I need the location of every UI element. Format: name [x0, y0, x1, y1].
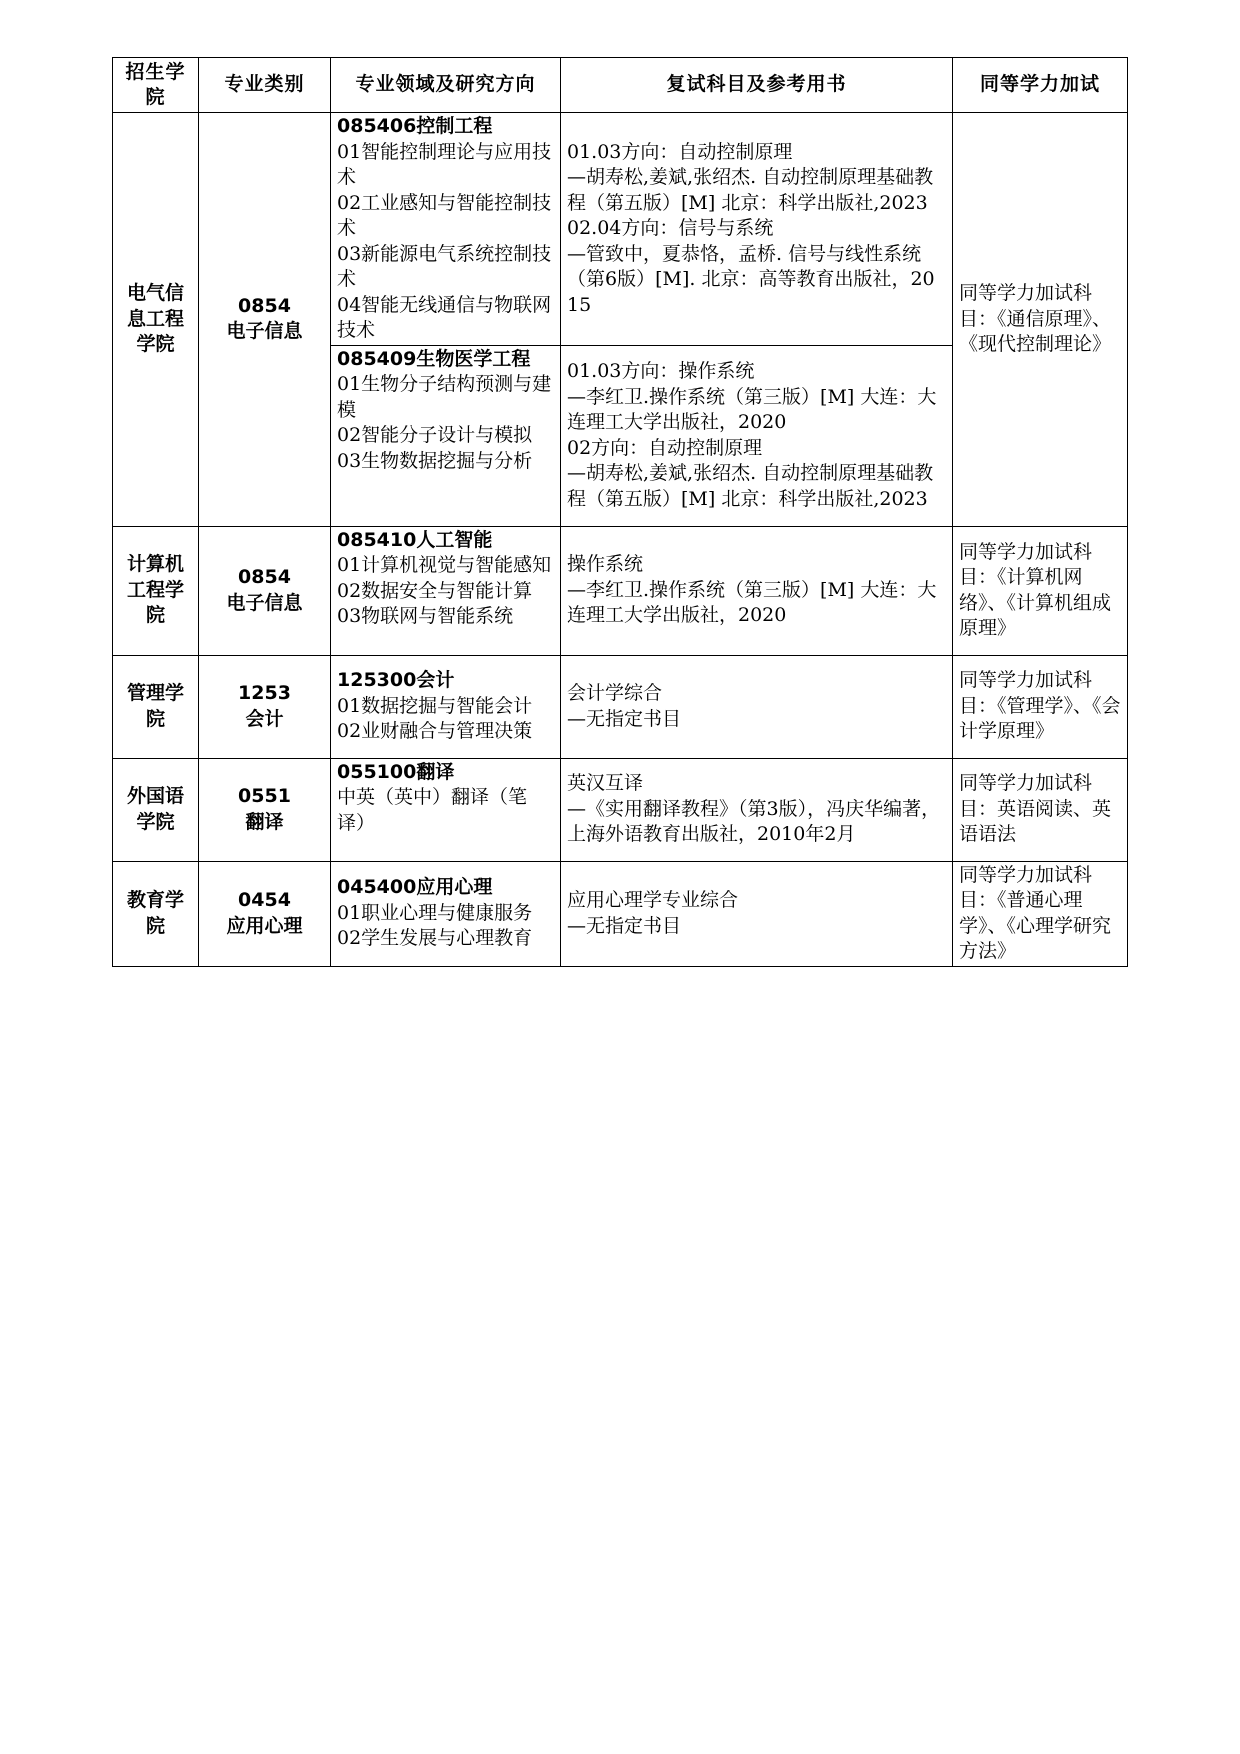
exam-line: —胡寿松,姜斌,张绍杰. 自动控制原理基础教程（第五版）[M] 北京：科学出版社,2023 [567, 166, 934, 214]
category-code: 0854 [238, 566, 291, 588]
direction-item: 01计算机视觉与智能感知 [337, 554, 552, 576]
exam-cell [561, 758, 953, 861]
category-code: 0551 [238, 785, 291, 807]
college-cell: 电气信息工程学院 [113, 113, 199, 527]
header-exam: 复试科目及参考用书 [561, 58, 953, 113]
exam-cell [561, 113, 953, 346]
field-code: 085410人工智能 [337, 528, 493, 551]
header-category: 专业类别 [199, 58, 331, 113]
direction-item: 01生物分子结构预测与建模 [337, 373, 552, 421]
field-cell [331, 113, 561, 346]
exam-line: 01.03方向：自动控制原理 [567, 140, 793, 163]
category-cell [199, 526, 331, 655]
category-name: 电子信息 [226, 320, 303, 343]
category-name: 翻译 [245, 810, 284, 833]
college-cell: 计算机工程学院 [113, 526, 199, 655]
field-cell [331, 861, 561, 966]
exam-line: —无指定书目 [567, 707, 682, 730]
direction-item: 02业财融合与管理决策 [337, 720, 533, 743]
college-cell: 外国语学院 [113, 758, 199, 861]
field-code: 125300会计 [337, 669, 455, 692]
exam-line: 02.04方向：信号与系统 [567, 217, 774, 239]
college-cell: 教育学院 [113, 861, 199, 966]
exam-line: —《实用翻译教程》（第3版），冯庆华编著，上海外语教育出版社，2010年2月 [567, 797, 941, 846]
exam-line: 英汉互译 [567, 772, 644, 795]
header-college: 招生学院 [113, 58, 199, 113]
field-code: 055100翻译 [337, 760, 455, 783]
direction-item: 02智能分子设计与模拟 [337, 424, 533, 446]
equiv-cell: 同等学力加试科目：《通信原理》、《现代控制理论》 [953, 113, 1128, 527]
category-cell [199, 758, 331, 861]
exam-line: 02方向：自动控制原理 [567, 436, 763, 459]
category-code: 1253 [238, 682, 291, 704]
field-cell [331, 758, 561, 861]
equiv-cell: 同等学力加试科目：《普通心理学》、《心理学研究方法》 [953, 861, 1128, 966]
equiv-cell: 同等学力加试科目：《管理学》、《会计学原理》 [953, 655, 1128, 758]
exam-line: 操作系统 [567, 553, 644, 576]
exam-cell [561, 655, 953, 758]
direction-item: 02学生发展与心理教育 [337, 927, 533, 950]
exam-cell [561, 345, 953, 526]
field-code: 085409生物医学工程 [337, 347, 531, 370]
admission-table [112, 57, 1128, 967]
exam-line: 01.03方向：操作系统 [567, 360, 755, 382]
direction-item: 中英（英中）翻译（笔译） [337, 786, 528, 834]
exam-line: —李红卫.操作系统（第三版）[M] 大连：大连理工大学出版社，2020 [567, 385, 937, 433]
field-code: 085406控制工程 [337, 115, 493, 137]
header-row [113, 58, 1128, 113]
field-cell [331, 655, 561, 758]
exam-line: —李红卫.操作系统（第三版）[M] 大连：大连理工大学出版社，2020 [567, 578, 937, 627]
category-code: 0854 [238, 294, 291, 317]
direction-item: 03新能源电气系统控制技术 [337, 242, 552, 290]
category-name: 电子信息 [226, 591, 303, 614]
category-name: 应用心理 [226, 914, 303, 937]
header-equiv: 同等学力加试 [953, 58, 1128, 113]
college-cell: 管理学院 [113, 655, 199, 758]
category-code: 0454 [238, 889, 291, 911]
direction-item: 03物联网与智能系统 [337, 605, 514, 627]
table-row [113, 758, 1128, 861]
field-code: 045400应用心理 [337, 876, 493, 899]
direction-item: 02工业感知与智能控制技术 [337, 191, 552, 239]
category-cell [199, 113, 331, 527]
exam-line: —胡寿松,姜斌,张绍杰. 自动控制原理基础教程（第五版）[M] 北京：科学出版社,2023 [567, 462, 934, 510]
table-row [113, 113, 1128, 346]
field-cell [331, 526, 561, 655]
table-row [113, 526, 1128, 655]
category-name: 会计 [245, 707, 284, 730]
direction-item: 03生物数据挖掘与分析 [337, 449, 533, 472]
direction-item: 01数据挖掘与智能会计 [337, 694, 533, 717]
exam-cell [561, 861, 953, 966]
table-row [113, 861, 1128, 966]
header-field: 专业领域及研究方向 [331, 58, 561, 113]
exam-line: —无指定书目 [567, 914, 682, 937]
table-row [113, 655, 1128, 758]
equiv-cell: 同等学力加试科目：《计算机网络》、《计算机组成原理》 [953, 526, 1128, 655]
direction-item: 04智能无线通信与物联网技术 [337, 293, 552, 341]
equiv-cell: 同等学力加试科目：英语阅读、英语语法 [953, 758, 1128, 861]
direction-item: 01职业心理与健康服务 [337, 901, 533, 924]
exam-line: 会计学综合 [567, 682, 663, 704]
category-cell [199, 655, 331, 758]
exam-cell [561, 526, 953, 655]
exam-line: 应用心理学专业综合 [567, 889, 739, 911]
direction-item: 02数据安全与智能计算 [337, 579, 533, 602]
direction-item: 01智能控制理论与应用技术 [337, 140, 552, 188]
field-cell [331, 345, 561, 526]
exam-line: —管致中，夏恭恪，孟桥. 信号与线性系统（第6版）[M]. 北京：高等教育出版社，2015 [567, 242, 935, 316]
category-cell [199, 861, 331, 966]
